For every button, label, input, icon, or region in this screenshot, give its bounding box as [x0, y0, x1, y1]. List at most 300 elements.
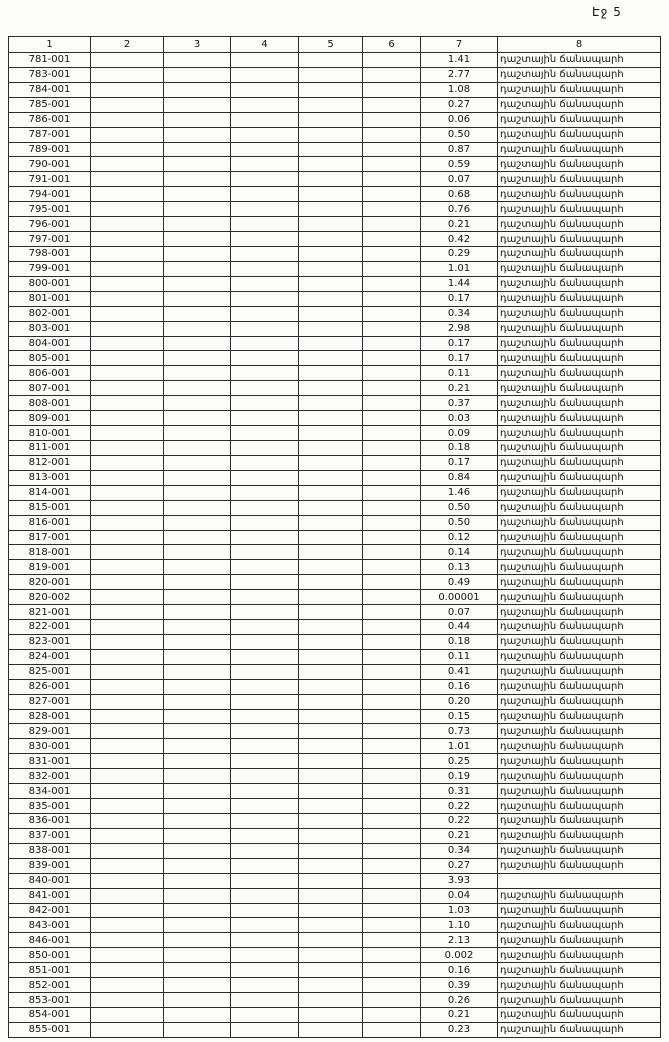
empty-cell-2 — [91, 769, 164, 784]
empty-cell-2 — [91, 321, 164, 336]
empty-cell-6 — [363, 336, 421, 351]
empty-cell-5 — [299, 649, 363, 664]
parcel-id-cell: 785-001 — [9, 97, 91, 112]
empty-cell-2 — [91, 411, 164, 426]
empty-cell-2 — [91, 67, 164, 82]
empty-cell-4 — [231, 82, 299, 97]
empty-cell-6 — [363, 97, 421, 112]
area-value-cell: 1.46 — [421, 485, 498, 500]
empty-cell-2 — [91, 620, 164, 635]
area-value-cell: 0.19 — [421, 769, 498, 784]
table-row — [9, 814, 661, 829]
parcel-id-cell: 800-001 — [9, 276, 91, 291]
empty-cell-5 — [299, 739, 363, 754]
table-row — [9, 590, 661, 605]
parcel-id-cell: 781-001 — [9, 53, 91, 68]
empty-cell-3 — [164, 232, 231, 247]
table-row — [9, 1008, 661, 1023]
empty-cell-5 — [299, 426, 363, 441]
empty-cell-4 — [231, 411, 299, 426]
parcel-id-cell: 820-002 — [9, 590, 91, 605]
table-row — [9, 351, 661, 366]
empty-cell-2 — [91, 739, 164, 754]
parcel-id-cell: 836-001 — [9, 814, 91, 829]
table-row — [9, 709, 661, 724]
empty-cell-6 — [363, 828, 421, 843]
empty-cell-5 — [299, 545, 363, 560]
land-type-cell: դաշտային ճանապարհ — [498, 993, 661, 1008]
parcel-id-cell: 831-001 — [9, 754, 91, 769]
empty-cell-3 — [164, 933, 231, 948]
empty-cell-6 — [363, 515, 421, 530]
empty-cell-4 — [231, 694, 299, 709]
empty-cell-3 — [164, 679, 231, 694]
land-type-cell: դաշտային ճանապարհ — [498, 217, 661, 232]
empty-cell-4 — [231, 187, 299, 202]
table-row — [9, 784, 661, 799]
empty-cell-5 — [299, 366, 363, 381]
empty-cell-4 — [231, 291, 299, 306]
empty-cell-5 — [299, 112, 363, 127]
empty-cell-3 — [164, 53, 231, 68]
empty-cell-2 — [91, 261, 164, 276]
land-type-cell: դաշտային ճանապարհ — [498, 440, 661, 455]
empty-cell-6 — [363, 53, 421, 68]
parcel-id-cell: 853-001 — [9, 993, 91, 1008]
empty-cell-2 — [91, 843, 164, 858]
table-row — [9, 515, 661, 530]
parcel-id-cell: 840-001 — [9, 873, 91, 888]
table-row — [9, 440, 661, 455]
table-row — [9, 754, 661, 769]
parcel-id-cell: 804-001 — [9, 336, 91, 351]
empty-cell-6 — [363, 217, 421, 232]
parcel-id-cell: 855-001 — [9, 1022, 91, 1037]
empty-cell-4 — [231, 470, 299, 485]
empty-cell-5 — [299, 888, 363, 903]
parcel-id-cell: 830-001 — [9, 739, 91, 754]
parcel-id-cell: 824-001 — [9, 649, 91, 664]
empty-cell-2 — [91, 470, 164, 485]
empty-cell-4 — [231, 246, 299, 261]
area-value-cell: 0.34 — [421, 843, 498, 858]
empty-cell-3 — [164, 336, 231, 351]
table-row — [9, 620, 661, 635]
empty-cell-2 — [91, 455, 164, 470]
parcel-id-cell: 819-001 — [9, 560, 91, 575]
empty-cell-5 — [299, 575, 363, 590]
empty-cell-3 — [164, 948, 231, 963]
empty-cell-2 — [91, 246, 164, 261]
area-value-cell: 0.14 — [421, 545, 498, 560]
area-value-cell: 0.16 — [421, 963, 498, 978]
empty-cell-5 — [299, 396, 363, 411]
land-type-cell: դաշտային ճանապարհ — [498, 814, 661, 829]
empty-cell-3 — [164, 67, 231, 82]
empty-cell-3 — [164, 560, 231, 575]
empty-cell-5 — [299, 321, 363, 336]
land-type-cell: դաշտային ճանապարհ — [498, 67, 661, 82]
empty-cell-5 — [299, 828, 363, 843]
empty-cell-4 — [231, 724, 299, 739]
parcel-id-cell: 791-001 — [9, 172, 91, 187]
empty-cell-4 — [231, 620, 299, 635]
empty-cell-4 — [231, 440, 299, 455]
empty-cell-6 — [363, 754, 421, 769]
empty-cell-4 — [231, 649, 299, 664]
empty-cell-4 — [231, 172, 299, 187]
column-header-7: 7 — [421, 37, 498, 53]
land-type-cell: դաշտային ճանապարհ — [498, 545, 661, 560]
parcel-id-cell: 818-001 — [9, 545, 91, 560]
area-value-cell: 0.84 — [421, 470, 498, 485]
empty-cell-5 — [299, 709, 363, 724]
empty-cell-5 — [299, 440, 363, 455]
land-type-cell: դաշտային ճանապարհ — [498, 918, 661, 933]
area-value-cell: 0.06 — [421, 112, 498, 127]
empty-cell-3 — [164, 366, 231, 381]
empty-cell-6 — [363, 873, 421, 888]
empty-cell-2 — [91, 426, 164, 441]
area-value-cell: 2.77 — [421, 67, 498, 82]
empty-cell-4 — [231, 1008, 299, 1023]
area-value-cell: 0.21 — [421, 381, 498, 396]
table-row — [9, 560, 661, 575]
empty-cell-4 — [231, 858, 299, 873]
area-value-cell: 1.01 — [421, 739, 498, 754]
land-type-cell: դաշտային ճանապարհ — [498, 948, 661, 963]
empty-cell-2 — [91, 963, 164, 978]
empty-cell-3 — [164, 918, 231, 933]
table-row — [9, 67, 661, 82]
land-type-cell: դաշտային ճանապարհ — [498, 605, 661, 620]
table-row — [9, 366, 661, 381]
empty-cell-3 — [164, 620, 231, 635]
area-value-cell: 0.00001 — [421, 590, 498, 605]
land-type-cell: դաշտային ճանապարհ — [498, 82, 661, 97]
parcel-id-cell: 821-001 — [9, 605, 91, 620]
area-value-cell: 1.01 — [421, 261, 498, 276]
parcel-id-cell: 828-001 — [9, 709, 91, 724]
empty-cell-5 — [299, 679, 363, 694]
land-type-cell: դաշտային ճանապարհ — [498, 381, 661, 396]
area-value-cell: 3.93 — [421, 873, 498, 888]
parcel-id-cell: 846-001 — [9, 933, 91, 948]
parcel-id-cell: 796-001 — [9, 217, 91, 232]
table-row — [9, 202, 661, 217]
parcel-id-cell: 806-001 — [9, 366, 91, 381]
empty-cell-4 — [231, 202, 299, 217]
empty-cell-4 — [231, 232, 299, 247]
empty-cell-2 — [91, 948, 164, 963]
empty-cell-5 — [299, 620, 363, 635]
empty-cell-3 — [164, 127, 231, 142]
empty-cell-3 — [164, 694, 231, 709]
parcel-id-cell: 786-001 — [9, 112, 91, 127]
empty-cell-5 — [299, 724, 363, 739]
empty-cell-6 — [363, 993, 421, 1008]
empty-cell-6 — [363, 888, 421, 903]
empty-cell-5 — [299, 918, 363, 933]
empty-cell-2 — [91, 366, 164, 381]
table-row — [9, 933, 661, 948]
parcel-id-cell: 807-001 — [9, 381, 91, 396]
empty-cell-6 — [363, 978, 421, 993]
empty-cell-3 — [164, 739, 231, 754]
empty-cell-4 — [231, 545, 299, 560]
empty-cell-4 — [231, 426, 299, 441]
parcel-id-cell: 820-001 — [9, 575, 91, 590]
area-value-cell: 1.03 — [421, 903, 498, 918]
empty-cell-5 — [299, 694, 363, 709]
empty-cell-2 — [91, 709, 164, 724]
empty-cell-5 — [299, 903, 363, 918]
empty-cell-6 — [363, 575, 421, 590]
parcel-id-cell: 795-001 — [9, 202, 91, 217]
empty-cell-2 — [91, 336, 164, 351]
parcel-id-cell: 834-001 — [9, 784, 91, 799]
area-value-cell: 0.49 — [421, 575, 498, 590]
empty-cell-6 — [363, 1022, 421, 1037]
area-value-cell: 0.17 — [421, 336, 498, 351]
empty-cell-2 — [91, 634, 164, 649]
empty-cell-4 — [231, 799, 299, 814]
empty-cell-4 — [231, 560, 299, 575]
empty-cell-5 — [299, 53, 363, 68]
land-type-cell: դաշտային ճանապարհ — [498, 246, 661, 261]
empty-cell-2 — [91, 515, 164, 530]
empty-cell-2 — [91, 187, 164, 202]
empty-cell-3 — [164, 157, 231, 172]
empty-cell-2 — [91, 112, 164, 127]
parcel-id-cell: 783-001 — [9, 67, 91, 82]
table-row — [9, 828, 661, 843]
empty-cell-3 — [164, 664, 231, 679]
empty-cell-4 — [231, 97, 299, 112]
table-row — [9, 694, 661, 709]
empty-cell-5 — [299, 634, 363, 649]
empty-cell-6 — [363, 963, 421, 978]
empty-cell-2 — [91, 679, 164, 694]
land-type-cell: դաշտային ճանապարհ — [498, 978, 661, 993]
land-type-cell: դաշտային ճանապարհ — [498, 933, 661, 948]
parcel-id-cell: 854-001 — [9, 1008, 91, 1023]
empty-cell-3 — [164, 634, 231, 649]
land-type-cell: դաշտային ճանապարհ — [498, 739, 661, 754]
area-value-cell: 0.68 — [421, 187, 498, 202]
table-row — [9, 485, 661, 500]
column-header-5: 5 — [299, 37, 363, 53]
land-type-cell: դաշտային ճանապարհ — [498, 97, 661, 112]
empty-cell-6 — [363, 948, 421, 963]
empty-cell-4 — [231, 142, 299, 157]
land-type-cell: դաշտային ճանապարհ — [498, 784, 661, 799]
area-value-cell: 0.21 — [421, 217, 498, 232]
empty-cell-4 — [231, 53, 299, 68]
empty-cell-2 — [91, 814, 164, 829]
parcel-id-cell: 815-001 — [9, 500, 91, 515]
table-row — [9, 1022, 661, 1037]
parcel-id-cell: 850-001 — [9, 948, 91, 963]
empty-cell-3 — [164, 993, 231, 1008]
land-type-cell: դաշտային ճանապարհ — [498, 799, 661, 814]
empty-cell-2 — [91, 993, 164, 1008]
parcel-id-cell: 784-001 — [9, 82, 91, 97]
land-type-cell: դաշտային ճանապարհ — [498, 634, 661, 649]
empty-cell-3 — [164, 470, 231, 485]
area-value-cell: 0.31 — [421, 784, 498, 799]
empty-cell-4 — [231, 590, 299, 605]
empty-cell-6 — [363, 530, 421, 545]
area-value-cell: 0.26 — [421, 993, 498, 1008]
empty-cell-6 — [363, 455, 421, 470]
empty-cell-2 — [91, 202, 164, 217]
empty-cell-2 — [91, 888, 164, 903]
land-type-cell: դաշտային ճանապարհ — [498, 560, 661, 575]
parcel-id-cell: 822-001 — [9, 620, 91, 635]
empty-cell-3 — [164, 590, 231, 605]
empty-cell-2 — [91, 232, 164, 247]
table-row — [9, 963, 661, 978]
land-type-cell: դաշտային ճանապարհ — [498, 112, 661, 127]
land-type-cell: դաշտային ճանապարհ — [498, 679, 661, 694]
parcel-id-cell: 835-001 — [9, 799, 91, 814]
table-row — [9, 276, 661, 291]
land-type-cell: դաշտային ճանապարհ — [498, 575, 661, 590]
empty-cell-6 — [363, 694, 421, 709]
empty-cell-2 — [91, 754, 164, 769]
empty-cell-5 — [299, 858, 363, 873]
empty-cell-3 — [164, 649, 231, 664]
empty-cell-6 — [363, 724, 421, 739]
area-value-cell: 0.23 — [421, 1022, 498, 1037]
empty-cell-5 — [299, 381, 363, 396]
empty-cell-4 — [231, 575, 299, 590]
land-type-cell: դաշտային ճանապարհ — [498, 455, 661, 470]
empty-cell-5 — [299, 560, 363, 575]
empty-cell-5 — [299, 664, 363, 679]
empty-cell-6 — [363, 351, 421, 366]
table-row — [9, 321, 661, 336]
empty-cell-4 — [231, 351, 299, 366]
parcel-id-cell: 826-001 — [9, 679, 91, 694]
empty-cell-5 — [299, 485, 363, 500]
land-type-cell: դաշտային ճանապարհ — [498, 142, 661, 157]
area-value-cell: 0.15 — [421, 709, 498, 724]
land-type-cell — [498, 873, 661, 888]
empty-cell-2 — [91, 545, 164, 560]
empty-cell-3 — [164, 396, 231, 411]
land-parcel-table — [8, 36, 661, 1038]
table-row — [9, 948, 661, 963]
empty-cell-6 — [363, 202, 421, 217]
area-value-cell: 1.44 — [421, 276, 498, 291]
land-type-cell: դաշտային ճանապարհ — [498, 276, 661, 291]
table-row — [9, 82, 661, 97]
table-row — [9, 888, 661, 903]
column-header-4: 4 — [231, 37, 299, 53]
area-value-cell: 0.11 — [421, 649, 498, 664]
empty-cell-6 — [363, 381, 421, 396]
table-row — [9, 112, 661, 127]
area-value-cell: 1.08 — [421, 82, 498, 97]
empty-cell-2 — [91, 784, 164, 799]
area-value-cell: 0.50 — [421, 500, 498, 515]
table-row — [9, 530, 661, 545]
parcel-id-cell: 838-001 — [9, 843, 91, 858]
empty-cell-5 — [299, 306, 363, 321]
empty-cell-5 — [299, 1022, 363, 1037]
empty-cell-2 — [91, 127, 164, 142]
empty-cell-4 — [231, 261, 299, 276]
empty-cell-3 — [164, 500, 231, 515]
parcel-id-cell: 814-001 — [9, 485, 91, 500]
parcel-id-cell: 802-001 — [9, 306, 91, 321]
empty-cell-3 — [164, 82, 231, 97]
empty-cell-6 — [363, 157, 421, 172]
empty-cell-3 — [164, 276, 231, 291]
land-type-cell: դաշտային ճանապարհ — [498, 590, 661, 605]
table-row — [9, 918, 661, 933]
empty-cell-2 — [91, 560, 164, 575]
land-type-cell: դաշտային ճանապարհ — [498, 336, 661, 351]
empty-cell-2 — [91, 500, 164, 515]
empty-cell-6 — [363, 172, 421, 187]
empty-cell-3 — [164, 97, 231, 112]
empty-cell-4 — [231, 948, 299, 963]
empty-cell-5 — [299, 799, 363, 814]
table-row — [9, 993, 661, 1008]
empty-cell-4 — [231, 605, 299, 620]
empty-cell-4 — [231, 679, 299, 694]
empty-cell-5 — [299, 500, 363, 515]
area-value-cell: 0.27 — [421, 97, 498, 112]
area-value-cell: 0.59 — [421, 157, 498, 172]
land-type-cell: դաշտային ճանապարհ — [498, 351, 661, 366]
empty-cell-5 — [299, 963, 363, 978]
area-value-cell: 0.17 — [421, 455, 498, 470]
parcel-id-cell: 790-001 — [9, 157, 91, 172]
parcel-id-cell: 808-001 — [9, 396, 91, 411]
empty-cell-3 — [164, 381, 231, 396]
empty-cell-6 — [363, 276, 421, 291]
empty-cell-6 — [363, 858, 421, 873]
empty-cell-2 — [91, 440, 164, 455]
empty-cell-6 — [363, 784, 421, 799]
empty-cell-4 — [231, 709, 299, 724]
empty-cell-6 — [363, 306, 421, 321]
empty-cell-3 — [164, 843, 231, 858]
empty-cell-6 — [363, 246, 421, 261]
land-type-cell: դաշտային ճանապարհ — [498, 620, 661, 635]
empty-cell-2 — [91, 828, 164, 843]
land-type-cell: դաշտային ճանապարհ — [498, 321, 661, 336]
column-header-6: 6 — [363, 37, 421, 53]
empty-cell-4 — [231, 321, 299, 336]
land-type-cell: դաշտային ճանապարհ — [498, 530, 661, 545]
empty-cell-3 — [164, 172, 231, 187]
table-row — [9, 634, 661, 649]
area-value-cell: 0.21 — [421, 828, 498, 843]
land-type-cell: դաշտային ճանապարհ — [498, 649, 661, 664]
empty-cell-2 — [91, 351, 164, 366]
parcel-id-cell: 825-001 — [9, 664, 91, 679]
table-row — [9, 217, 661, 232]
land-type-cell: դաշտային ճանապարհ — [498, 515, 661, 530]
empty-cell-5 — [299, 515, 363, 530]
empty-cell-2 — [91, 291, 164, 306]
empty-cell-3 — [164, 858, 231, 873]
